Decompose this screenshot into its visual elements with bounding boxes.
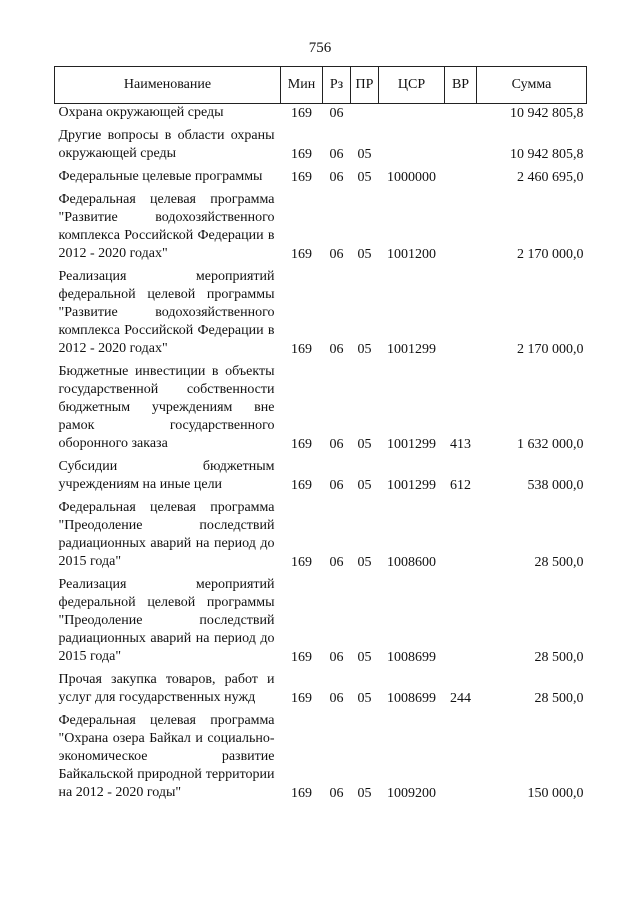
table-row <box>55 671 587 712</box>
table-row <box>55 458 587 499</box>
header-min: Мин <box>281 67 323 104</box>
row-min: 169 <box>291 247 312 262</box>
row-csr: 1001299 <box>387 437 436 452</box>
row-rz: 06 <box>329 147 344 162</box>
row-vr <box>445 712 477 807</box>
row-min: 169 <box>291 342 312 357</box>
row-vr <box>445 499 477 576</box>
row-rz: 06 <box>329 650 344 665</box>
row-vr <box>445 268 477 363</box>
row-name: Реализация мероприятий федеральной целевой программы "Развитие водохозяйственного комплекса Российской Федерации в 2012 - 2020 годах" <box>58 269 275 356</box>
row-pr <box>351 104 379 128</box>
row-pr: 05 <box>357 786 372 801</box>
table-row <box>55 127 587 168</box>
header-sum: Сумма <box>477 67 587 104</box>
row-min: 169 <box>291 437 312 452</box>
table-row <box>55 712 587 807</box>
row-sum: 28 500,0 <box>534 555 584 570</box>
row-min: 169 <box>291 147 312 162</box>
row-name: Федеральная целевая программа "Развитие водохозяйственного комплекса Российской Федерации в 2012 - 2020 годах" <box>58 192 275 261</box>
row-vr <box>445 576 477 671</box>
header-pr: ПР <box>351 67 379 104</box>
row-sum: 10 942 805,8 <box>510 147 584 162</box>
row-sum: 2 170 000,0 <box>517 247 584 262</box>
row-sum: 28 500,0 <box>534 691 584 706</box>
header-csr: ЦСР <box>379 67 445 104</box>
row-csr: 1008699 <box>387 691 436 706</box>
row-min: 169 <box>291 170 312 185</box>
table-row <box>55 191 587 268</box>
row-csr: 1009200 <box>387 786 436 801</box>
row-pr: 05 <box>357 478 372 493</box>
row-pr: 05 <box>357 247 372 262</box>
row-pr: 05 <box>357 691 372 706</box>
row-name: Субсидии бюджетным учреждениям на иные цели <box>58 459 275 492</box>
row-rz: 06 <box>329 555 344 570</box>
table-row <box>55 363 587 458</box>
row-rz: 06 <box>329 437 344 452</box>
row-sum: 538 000,0 <box>527 478 584 493</box>
table-row <box>55 499 587 576</box>
row-sum: 150 000,0 <box>527 786 584 801</box>
row-name: Другие вопросы в области охраны окружающей среды <box>58 128 275 161</box>
row-vr <box>445 168 477 191</box>
row-rz: 06 <box>329 478 344 493</box>
row-min: 169 <box>291 478 312 493</box>
row-pr: 05 <box>357 555 372 570</box>
row-csr <box>379 104 445 128</box>
row-name: Федеральная целевая программа "Преодоление последствий радиационных аварий на период до 2015 года" <box>58 500 275 569</box>
row-sum: 2 460 695,0 <box>517 170 584 185</box>
row-rz: 06 <box>329 342 344 357</box>
row-pr: 05 <box>357 650 372 665</box>
row-vr: 244 <box>450 691 471 706</box>
row-min: 169 <box>291 786 312 801</box>
table-row <box>55 104 587 128</box>
row-name: Реализация мероприятий федеральной целевой программы "Преодоление последствий радиационных аварий на период до 2015 года" <box>58 577 275 664</box>
row-name: Охрана окружающей среды <box>58 105 224 120</box>
row-min: 169 <box>291 555 312 570</box>
page-number: 756 <box>308 40 332 56</box>
row-name: Бюджетные инвестиции в объекты государственной собственности бюджетным учреждениям вне рамок государственного оборонного заказа <box>58 364 275 451</box>
header-vr: ВР <box>445 67 477 104</box>
row-sum: 2 170 000,0 <box>517 342 584 357</box>
row-vr <box>445 127 477 168</box>
row-name: Федеральные целевые программы <box>58 169 263 184</box>
header-rz: Рз <box>323 67 351 104</box>
row-min: 169 <box>291 691 312 706</box>
row-vr: 413 <box>450 437 471 452</box>
row-sum: 1 632 000,0 <box>517 437 584 452</box>
header-name: Наименование <box>55 67 281 104</box>
row-vr: 612 <box>450 478 471 493</box>
table-row <box>55 268 587 363</box>
row-csr <box>379 127 445 168</box>
row-csr: 1001299 <box>387 342 436 357</box>
row-name: Прочая закупка товаров, работ и услуг для государственных нужд <box>58 672 275 705</box>
row-pr: 05 <box>357 147 372 162</box>
budget-table <box>54 66 587 807</box>
row-vr <box>445 104 477 128</box>
row-rz: 06 <box>329 106 344 121</box>
row-rz: 06 <box>329 247 344 262</box>
row-sum: 28 500,0 <box>534 650 584 665</box>
row-csr: 1008600 <box>387 555 436 570</box>
table-header-row <box>55 67 587 104</box>
row-name: Федеральная целевая программа "Охрана озера Байкал и социально-экономическое развитие Байкальской природной территории на 2012 - 2020 годы" <box>58 713 275 800</box>
row-rz: 06 <box>329 691 344 706</box>
row-csr: 1000000 <box>387 170 436 185</box>
table-row <box>55 168 587 191</box>
row-rz: 06 <box>329 786 344 801</box>
row-csr: 1001200 <box>387 247 436 262</box>
row-min: 169 <box>291 650 312 665</box>
row-min: 169 <box>291 106 312 121</box>
row-pr: 05 <box>357 342 372 357</box>
row-pr: 05 <box>357 170 372 185</box>
row-pr: 05 <box>357 437 372 452</box>
row-csr: 1008699 <box>387 650 436 665</box>
row-sum: 10 942 805,8 <box>510 106 584 121</box>
table-row <box>55 576 587 671</box>
row-csr: 1001299 <box>387 478 436 493</box>
row-rz: 06 <box>329 170 344 185</box>
row-vr <box>445 191 477 268</box>
